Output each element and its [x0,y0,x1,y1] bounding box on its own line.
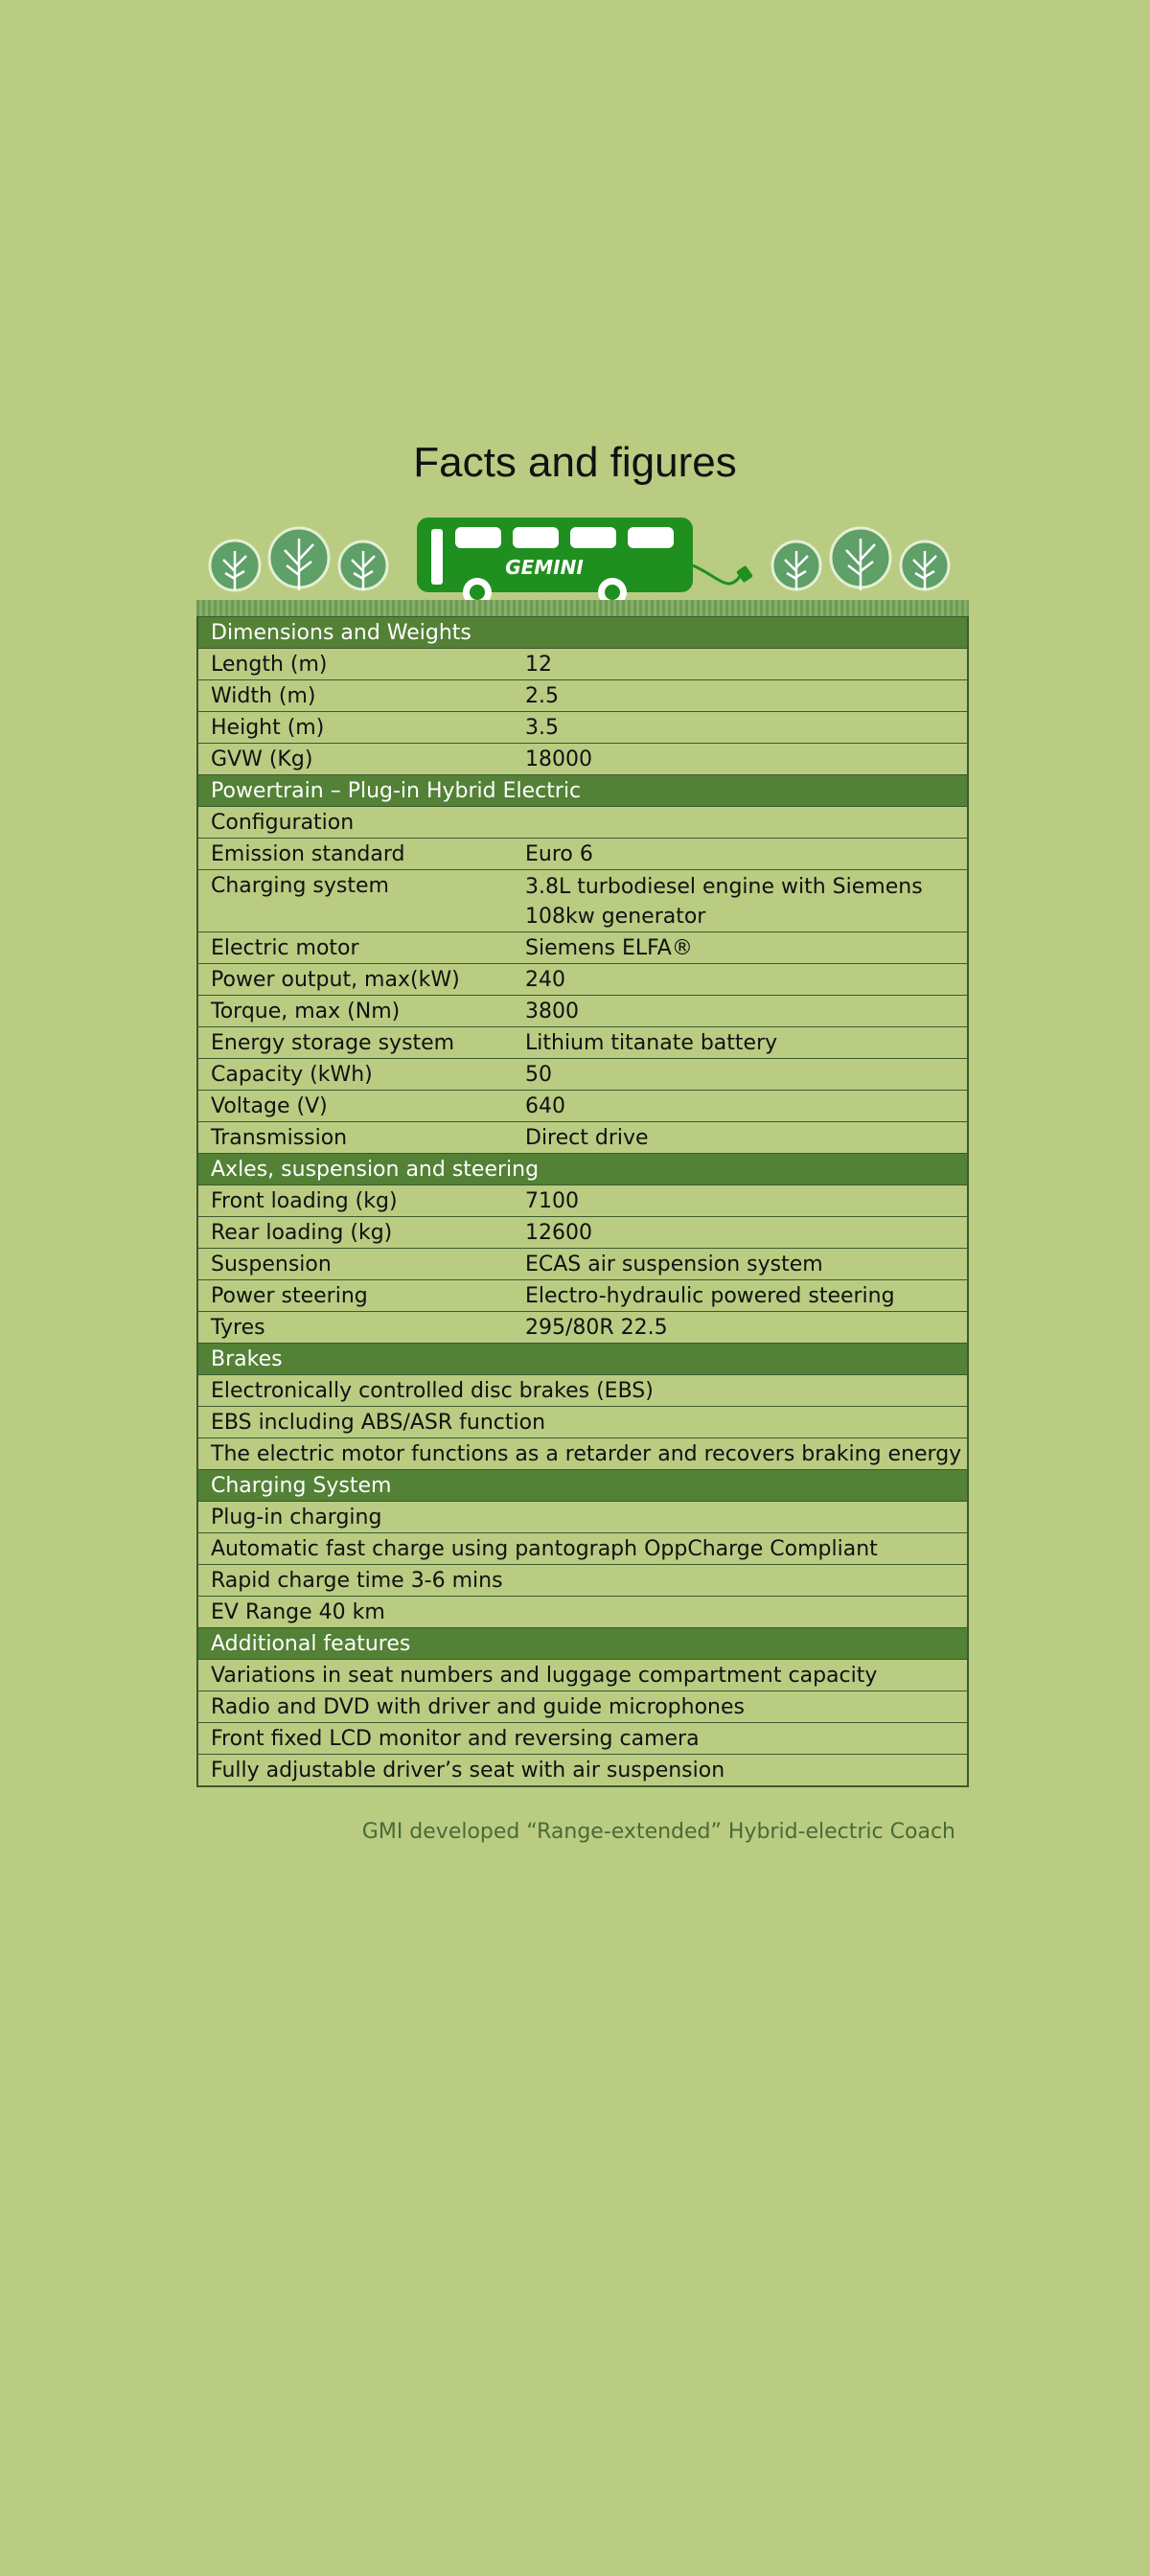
table-row [198,1406,967,1438]
row-text: The electric motor functions as a retarder and recovers braking energy [211,1441,962,1466]
row-label: Capacity (kWh) [211,1062,373,1087]
section-title: Additional features [211,1631,411,1656]
row-value: 295/80R 22.5 [525,1315,668,1340]
row-value: ECAS air suspension system [525,1252,823,1276]
row-text: Front fixed LCD monitor and reversing camera [211,1726,700,1751]
row-text: Fully adjustable driver’s seat with air suspension [211,1758,725,1782]
table-row [198,869,967,932]
section-title: Powertrain – Plug-in Hybrid Electric [211,778,582,803]
table-row [198,1438,967,1469]
table-row [198,1564,967,1596]
row-value: Siemens ELFA® [525,935,693,960]
row-label: Power output, max(kW) [211,967,460,992]
page-title: Facts and figures [413,439,737,486]
row-label: Voltage (V) [211,1093,328,1118]
row-value: 18000 [525,747,592,771]
table-row [198,1026,967,1058]
section-header [198,1627,967,1659]
row-value: 50 [525,1062,552,1087]
row-label: Energy storage system [211,1030,455,1055]
tree-icon [269,528,329,590]
table-row [198,932,967,963]
row-value: 240 [525,967,565,992]
table-row [198,1090,967,1121]
section-title: Brakes [211,1346,283,1371]
plug-icon [693,565,753,584]
row-label: Electric motor [211,935,359,960]
bus-logo-text: GEMINI [505,556,584,579]
row-label: Front loading (kg) [211,1188,398,1213]
row-label: Torque, max (Nm) [211,999,401,1024]
row-value: 12600 [525,1220,592,1245]
specifications-table [196,616,969,1787]
bus-banner-illustration [196,508,969,613]
section-header [198,1469,967,1501]
table-row [198,679,967,711]
table-row [198,1374,967,1406]
image-caption: GMI developed “Range-extended” Hybrid-electric Coach [361,1820,955,1844]
row-value: 3.5 [525,715,559,740]
table-row [198,1501,967,1532]
grass-strip [196,600,969,616]
row-label: Width (m) [211,683,316,708]
row-text: EV Range 40 km [211,1599,385,1624]
row-label: Charging system [211,874,389,898]
row-text: Rapid charge time 3-6 mins [211,1568,503,1593]
row-value: Lithium titanate battery [525,1030,778,1055]
row-label: Power steering [211,1283,368,1308]
row-value: 2.5 [525,683,559,708]
row-label: Height (m) [211,715,325,740]
tree-icon [901,541,949,590]
section-header [198,616,967,648]
row-value: 12 [525,652,552,677]
table-row [198,1754,967,1785]
section-header [198,774,967,806]
table-row [198,1279,967,1311]
table-row [198,1248,967,1279]
row-label: Emission standard [211,841,405,866]
row-text: Variations in seat numbers and luggage compartment capacity [211,1663,878,1688]
table-row [198,1659,967,1690]
section-title: Axles, suspension and steering [211,1157,540,1182]
table-row [198,806,967,838]
tree-icon [210,540,260,590]
table-row [198,648,967,679]
table-row [198,1184,967,1216]
row-text: EBS including ABS/ASR function [211,1410,546,1435]
table-row [198,1596,967,1627]
table-row [198,1216,967,1248]
table-row [198,1311,967,1343]
row-value: Direct drive [525,1125,649,1150]
row-value: 7100 [525,1188,579,1213]
table-row [198,838,967,869]
row-value: 3800 [525,999,579,1024]
table-row [198,743,967,774]
bus-icon [417,518,693,607]
tree-icon [339,541,387,590]
row-label: Transmission [211,1125,348,1150]
row-label: GVW (Kg) [211,747,313,771]
row-value: 640 [525,1093,565,1118]
row-text: Radio and DVD with driver and guide microphones [211,1694,745,1719]
table-row [198,1690,967,1722]
table-row [198,1722,967,1754]
row-text: Plug-in charging [211,1505,382,1530]
row-label: Tyres [211,1315,265,1340]
section-header [198,1343,967,1374]
table-row [198,963,967,995]
table-row [198,995,967,1026]
row-text: Automatic fast charge using pantograph OppCharge Compliant [211,1536,878,1561]
row-value: Electro-hydraulic powered steering [525,1283,895,1308]
row-label: Suspension [211,1252,332,1276]
table-row [198,711,967,743]
row-label: Rear loading (kg) [211,1220,393,1245]
row-value: Euro 6 [525,841,593,866]
row-text: Electronically controlled disc brakes (EBS) [211,1378,654,1403]
table-row [198,1121,967,1153]
table-row [198,1058,967,1090]
row-label: Configuration [211,810,355,835]
row-label: Length (m) [211,652,328,677]
section-title: Dimensions and Weights [211,620,472,645]
section-title: Charging System [211,1473,392,1498]
tree-icon [772,541,820,590]
row-value: 3.8L turbodiesel engine with Siemens 108kw generator [525,875,923,929]
section-header [198,1153,967,1184]
tree-icon [831,528,890,590]
table-row [198,1532,967,1564]
